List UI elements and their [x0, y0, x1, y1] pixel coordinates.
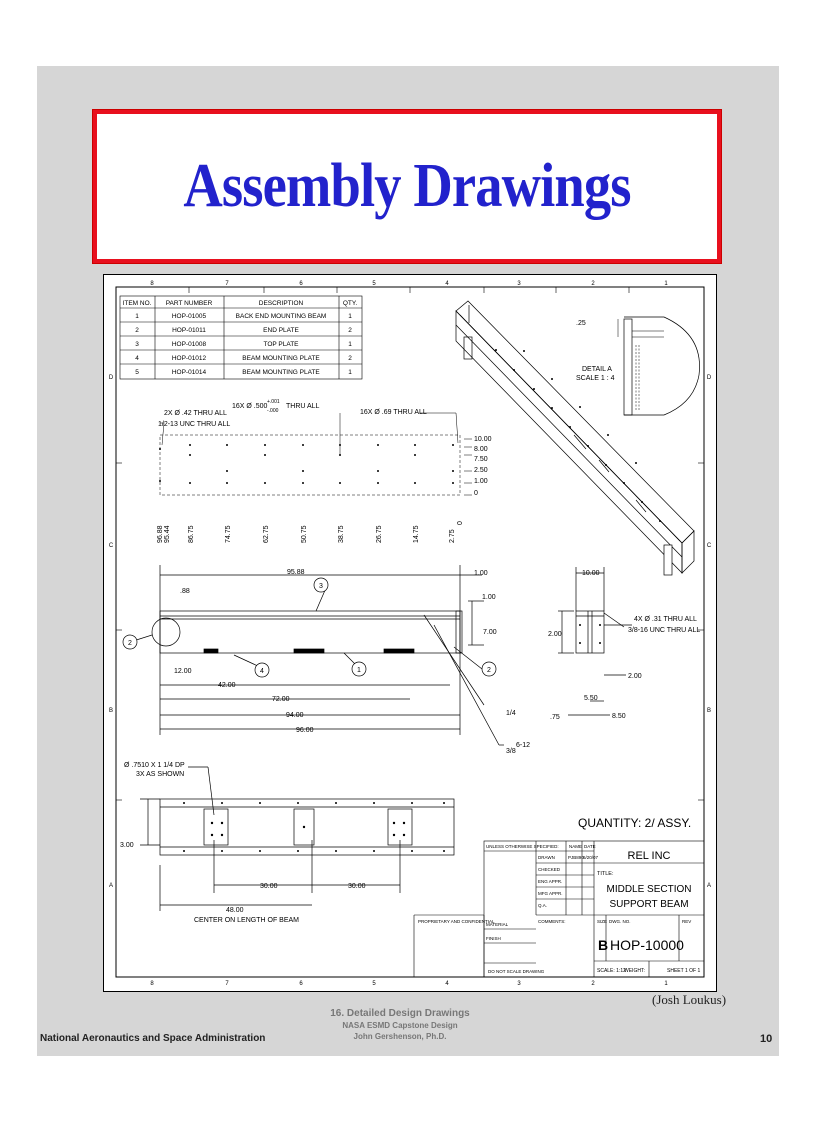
top-view-dim: 0: [457, 521, 464, 525]
end-view: [548, 567, 700, 721]
top-view-dim: 0: [474, 490, 478, 497]
title-block-value: 6/20/07: [583, 855, 599, 860]
bom-cell: BEAM MOUNTING PLATE: [242, 369, 320, 376]
bom-header: ITEM NO.: [122, 300, 152, 307]
title-block-scale: SCALE: 1:12: [597, 968, 626, 974]
title-block-label: COMMENTS:: [538, 919, 566, 924]
zone-number: 4: [445, 981, 449, 987]
title-block-label: NAME: [569, 844, 583, 849]
zone-letter: D: [706, 375, 712, 381]
bottom-view-note: CENTER ON LENGTH OF BEAM: [194, 917, 300, 924]
top-view-dim: 7.50: [474, 456, 488, 463]
title-block-label: PROPRIETARY AND CONFIDENTIAL: [418, 919, 495, 924]
title-block-label: SIZE: [597, 919, 608, 924]
top-view-dim: 50.75: [301, 525, 308, 543]
fillet-dim: 1/4: [506, 710, 516, 717]
top-view-tolerance: +.001: [267, 399, 280, 405]
bottom-view: [120, 762, 454, 924]
footer-lecture-title: 16. Detailed Design Drawings: [330, 1008, 470, 1019]
drawing-svg: [104, 275, 716, 991]
side-view-dim: 12.00: [174, 668, 192, 675]
top-view-dim: 74.75: [225, 525, 232, 543]
bom-cell: 2: [348, 355, 352, 362]
top-view-dim: 26.75: [376, 525, 383, 543]
zone-letter: A: [108, 883, 114, 889]
zone-letter: D: [108, 375, 114, 381]
bottom-view-dim: 48.00: [226, 907, 244, 914]
end-view-note: 4X Ø .31 THRU ALL: [634, 616, 697, 623]
end-view-dim: 2.00: [548, 631, 562, 638]
side-view-dim: 95.88: [287, 569, 305, 576]
end-view-dim: .75: [550, 714, 560, 721]
zone-number: 5: [372, 981, 376, 987]
zone-number: 6: [299, 281, 303, 287]
zone-number: 7: [225, 281, 229, 287]
zone-number: 2: [591, 981, 595, 987]
end-view-dim: 10.00: [582, 570, 600, 577]
zone-number: 1: [664, 981, 668, 987]
zone-number: 3: [517, 981, 521, 987]
side-view-dim: 7.00: [483, 629, 497, 636]
side-view-dim: 1.00: [482, 594, 496, 601]
fillet-dim: 3/8: [506, 748, 516, 755]
bottom-view-dim: 30.00: [348, 883, 366, 890]
footer-organization: National Aeronautics and Space Administration: [40, 1033, 266, 1044]
side-view-dim: 96.00: [296, 727, 314, 734]
zone-letter: C: [706, 543, 712, 549]
footer-center: [300, 1008, 500, 1041]
bottom-view-note: 3X AS SHOWN: [136, 771, 185, 778]
bom-header: DESCRIPTION: [258, 300, 304, 307]
top-view-note: 16X Ø .500: [232, 403, 268, 410]
title-block-label: REV: [682, 919, 692, 924]
top-view-dim: 14.75: [413, 525, 420, 543]
top-view-dim: 8.00: [474, 446, 488, 453]
bom-cell: 2: [348, 327, 352, 334]
side-view: [123, 565, 530, 755]
detail-a: [576, 317, 700, 415]
fillet-dim: 6-12: [516, 742, 531, 749]
balloon-label: 2: [128, 640, 132, 647]
image-credit: (Josh Loukus): [652, 992, 727, 1007]
end-view-note: 3/8-16 UNC THRU ALL: [628, 627, 701, 634]
bom-cell: 2: [135, 327, 139, 334]
end-view-dim: 5.50: [584, 695, 598, 702]
detail-label: DETAIL A: [582, 366, 612, 373]
bom-cell: HOP-01012: [171, 355, 207, 362]
zone-number: 8: [150, 981, 154, 987]
bom-table: [120, 296, 362, 379]
end-view-dim: 2.00: [628, 673, 642, 680]
title-block-value: PJB890: [568, 855, 584, 860]
top-view-note: 2X Ø .42 THRU ALL: [164, 410, 227, 417]
top-view-dim: 95.44: [164, 525, 171, 543]
bottom-view-dim: 3.00: [120, 842, 134, 849]
detail-dim: .25: [576, 320, 586, 327]
bom-cell: 4: [135, 355, 139, 362]
zone-number: 7: [225, 981, 229, 987]
title-block-label: MATERIAL: [486, 922, 509, 927]
balloon-label: 4: [260, 668, 264, 675]
title-block-label: DO NOT SCALE DRAWING: [488, 969, 545, 974]
bom-cell: 1: [348, 341, 352, 348]
bom-cell: HOP-01011: [172, 327, 206, 334]
title-block-weight: WEIGHT:: [624, 968, 645, 974]
title-box: [93, 110, 721, 263]
bom-cell: TOP PLATE: [263, 341, 299, 348]
zone-letter: A: [706, 883, 712, 889]
top-view-dim: 2.75: [449, 529, 456, 543]
top-view-dim: 1.00: [474, 478, 488, 485]
zone-number: 8: [150, 281, 154, 287]
bom-cell: HOP-01008: [171, 341, 207, 348]
zone-letters: [109, 375, 712, 889]
top-view-dim: 62.75: [263, 525, 270, 543]
drawing-title: SUPPORT BEAM: [609, 899, 689, 910]
title-block-label: Q.A.: [538, 903, 548, 908]
drawing-title: MIDDLE SECTION: [606, 884, 692, 895]
title-block-label: DRAWN: [538, 855, 555, 860]
side-view-dim: 72.00: [272, 696, 290, 703]
zone-letter: C: [108, 543, 114, 549]
quantity-note: QUANTITY: 2/ ASSY.: [578, 816, 692, 830]
balloon-label: 1: [357, 667, 361, 674]
zone-number: 1: [664, 281, 668, 287]
zone-number: 3: [517, 281, 521, 287]
end-view-dim: 8.50: [612, 713, 626, 720]
zone-number: 5: [372, 281, 376, 287]
balloon-label: 2: [487, 667, 491, 674]
footer-author: John Gershenson, Ph.D.: [353, 1032, 447, 1041]
zone-number: 6: [299, 981, 303, 987]
title-block: [414, 841, 704, 977]
top-view-note: 1/2-13 UNC THRU ALL: [158, 421, 231, 428]
title-block-label: DATE: [584, 844, 596, 849]
top-view-note: THRU ALL: [286, 403, 320, 410]
bom-header: QTY.: [342, 300, 358, 307]
zone-letter: B: [706, 708, 712, 714]
side-view-dim: 94.00: [286, 712, 304, 719]
bom-cell: END PLATE: [263, 327, 299, 334]
footer-course: NASA ESMD Capstone Design: [342, 1021, 458, 1030]
detail-scale: SCALE 1 : 4: [576, 375, 615, 382]
bom-cell: 1: [135, 313, 139, 320]
bom-cell: HOP-01005: [171, 313, 207, 320]
bom-cell: 1: [348, 313, 352, 320]
bom-cell: 1: [348, 369, 352, 376]
bom-cell: BACK END MOUNTING BEAM: [235, 313, 327, 320]
zone-numbers-bottom: [150, 981, 668, 987]
company-name: REL INC: [627, 850, 671, 862]
title-block-label: MFG APPR.: [538, 891, 563, 896]
page-number: 10: [760, 1033, 773, 1045]
top-view-tolerance: -.000: [267, 408, 279, 414]
title-block-label: FINISH: [486, 936, 501, 941]
zone-letter: B: [108, 708, 114, 714]
bom-cell: 5: [135, 369, 139, 376]
bom-cell: BEAM MOUNTING PLATE: [242, 355, 320, 362]
top-view-dim: 38.75: [338, 525, 345, 543]
side-view-dim: 1.00: [474, 570, 488, 577]
top-view-dim: 2.50: [474, 467, 488, 474]
slide-title: Assembly Drawings: [183, 152, 631, 220]
top-view-dim: 10.00: [474, 436, 492, 443]
title-block-label: CHECKED: [538, 867, 561, 872]
title-block-label: DWG. NO.: [609, 919, 631, 924]
title-block-label: UNLESS OTHERWISE SPECIFIED:: [486, 844, 559, 849]
drawing-number: HOP-10000: [610, 937, 684, 953]
balloon-label: 3: [319, 583, 323, 590]
top-view-note: 16X Ø .69 THRU ALL: [360, 409, 427, 416]
sheet-size: B: [598, 937, 609, 953]
bottom-view-note: Ø .7510 X 1 1/4 DP: [124, 762, 185, 769]
top-view: [157, 399, 492, 543]
zone-numbers-top: [150, 281, 668, 287]
bom-cell: 3: [135, 341, 139, 348]
bom-cell: HOP-01014: [171, 369, 207, 376]
title-block-sheet: SHEET 1 OF 1: [667, 968, 701, 974]
title-block-label: ENG APPR.: [538, 879, 563, 884]
assembly-drawing: [103, 274, 717, 992]
bottom-view-dim: 30.00: [260, 883, 278, 890]
zone-number: 4: [445, 281, 449, 287]
isometric-beam: [456, 301, 694, 575]
side-view-dim: 42.00: [218, 682, 236, 689]
drawing-border: [116, 287, 704, 977]
zone-number: 2: [591, 281, 595, 287]
title-block-label: TITLE:: [597, 871, 614, 877]
bom-header: PART NUMBER: [165, 300, 213, 307]
side-view-dim: .88: [180, 588, 190, 595]
top-view-dim: 96.88: [157, 525, 164, 543]
top-view-dim: 86.75: [188, 525, 195, 543]
